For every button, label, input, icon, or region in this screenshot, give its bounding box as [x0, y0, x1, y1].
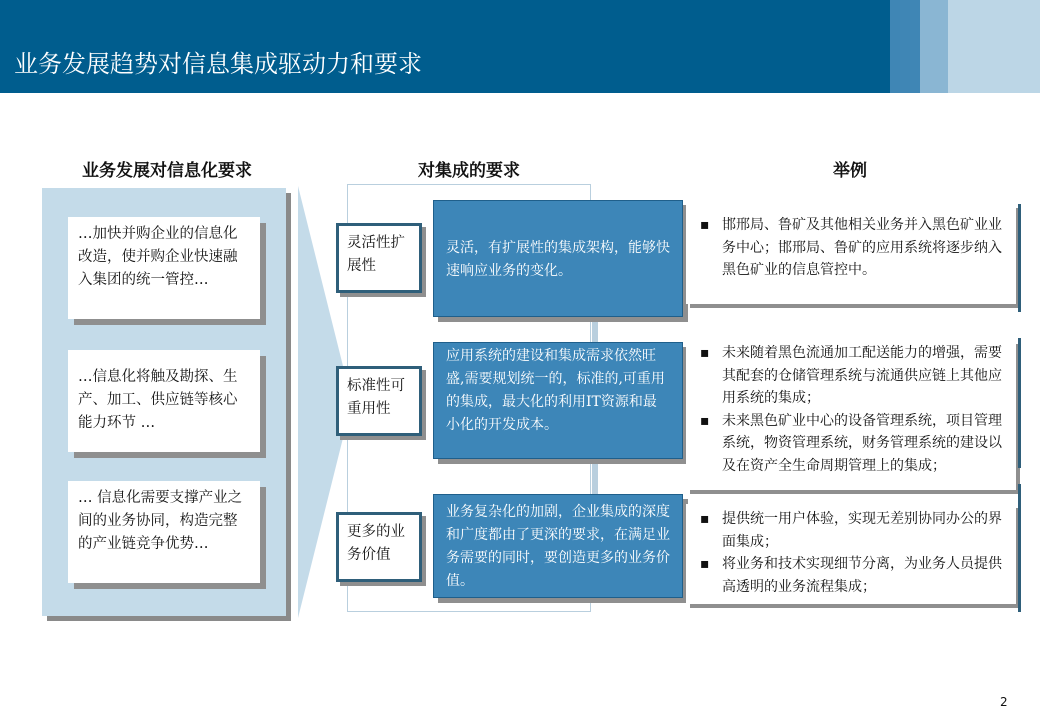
example-item [700, 553, 1004, 598]
example-item [700, 410, 1004, 478]
requirement-desc-3: 业务复杂化的加剧，企业集成的深度和广度都由了更深的要求，在满足业务需要的同时，要创造更多的业务价值。 [433, 494, 683, 598]
requirement-desc-1: 灵活，有扩展性的集成架构，能够快速响应业务的变化。 [433, 200, 683, 317]
example-text: 未来随着黑色流通加工配送能力的增强，需要其配套的仓储管理系统与流通供应链上其他应用系统的集成； [722, 345, 1002, 406]
example-bar-2 [1018, 338, 1021, 468]
example-box-1 [686, 204, 1016, 304]
requirement-desc-2: 应用系统的建设和集成需求依然旺盛,需要规划统一的，标准的,可重用的集成，最大化的利用IT资源和最小化的开发成本。 [433, 342, 683, 459]
left-card-2: …信息化将触及勘探、生产、加工、供应链等核心能力环节 … [68, 350, 260, 452]
requirement-label-3: 更多的业务价值 [336, 512, 422, 582]
column-heading-left: 业务发展对信息化要求 [82, 161, 252, 181]
example-item [700, 342, 1004, 410]
requirement-label-1: 灵活性扩展性 [336, 223, 422, 293]
bullet-icon: ▪ [700, 556, 710, 572]
requirement-label-2: 标准性可重用性 [336, 366, 422, 436]
header-accent-1 [890, 0, 920, 93]
bullet-icon: ▪ [700, 217, 710, 233]
example-box-3 [686, 504, 1016, 604]
bullet-icon: ▪ [700, 412, 710, 429]
example-text: 邯邢局、鲁矿及其他相关业务并入黑色矿业业务中心；邯邢局、鲁矿的应用系统将逐步纳入黑色矿业的信息管控中。 [722, 217, 1002, 278]
page-number: 2 [1000, 695, 1008, 709]
example-item [700, 508, 1004, 553]
left-card-1: …加快并购企业的信息化改造，使并购企业快速融入集团的统一管控… [68, 217, 260, 319]
header-accent-3 [948, 0, 1040, 93]
example-text: 将业务和技术实现细节分离，为业务人员提供高透明的业务流程集成； [722, 556, 1002, 595]
column-heading-middle: 对集成的要求 [418, 161, 520, 181]
example-text: 未来黑色矿业中心的设备管理系统，项目管理系统，物资管理系统，财务管理系统的建设以及在资产全生命周期管理上的集成； [722, 412, 1002, 474]
column-heading-right: 举例 [833, 161, 867, 181]
header-accent-2 [920, 0, 948, 93]
example-box-2 [686, 340, 1016, 490]
bullet-icon: ▪ [700, 511, 710, 527]
left-card-3: … 信息化需要支撑产业之间的业务协同，构造完整的产业链竞争优势… [68, 481, 260, 583]
example-text: 提供统一用户体验，实现无差别协同办公的界面集成； [722, 511, 1002, 550]
example-bar-3 [1018, 484, 1021, 612]
bullet-icon: ▪ [700, 345, 710, 361]
page-title: 业务发展趋势对信息集成驱动力和要求 [14, 50, 422, 78]
example-item [700, 214, 1004, 282]
example-bar-1 [1018, 204, 1021, 312]
